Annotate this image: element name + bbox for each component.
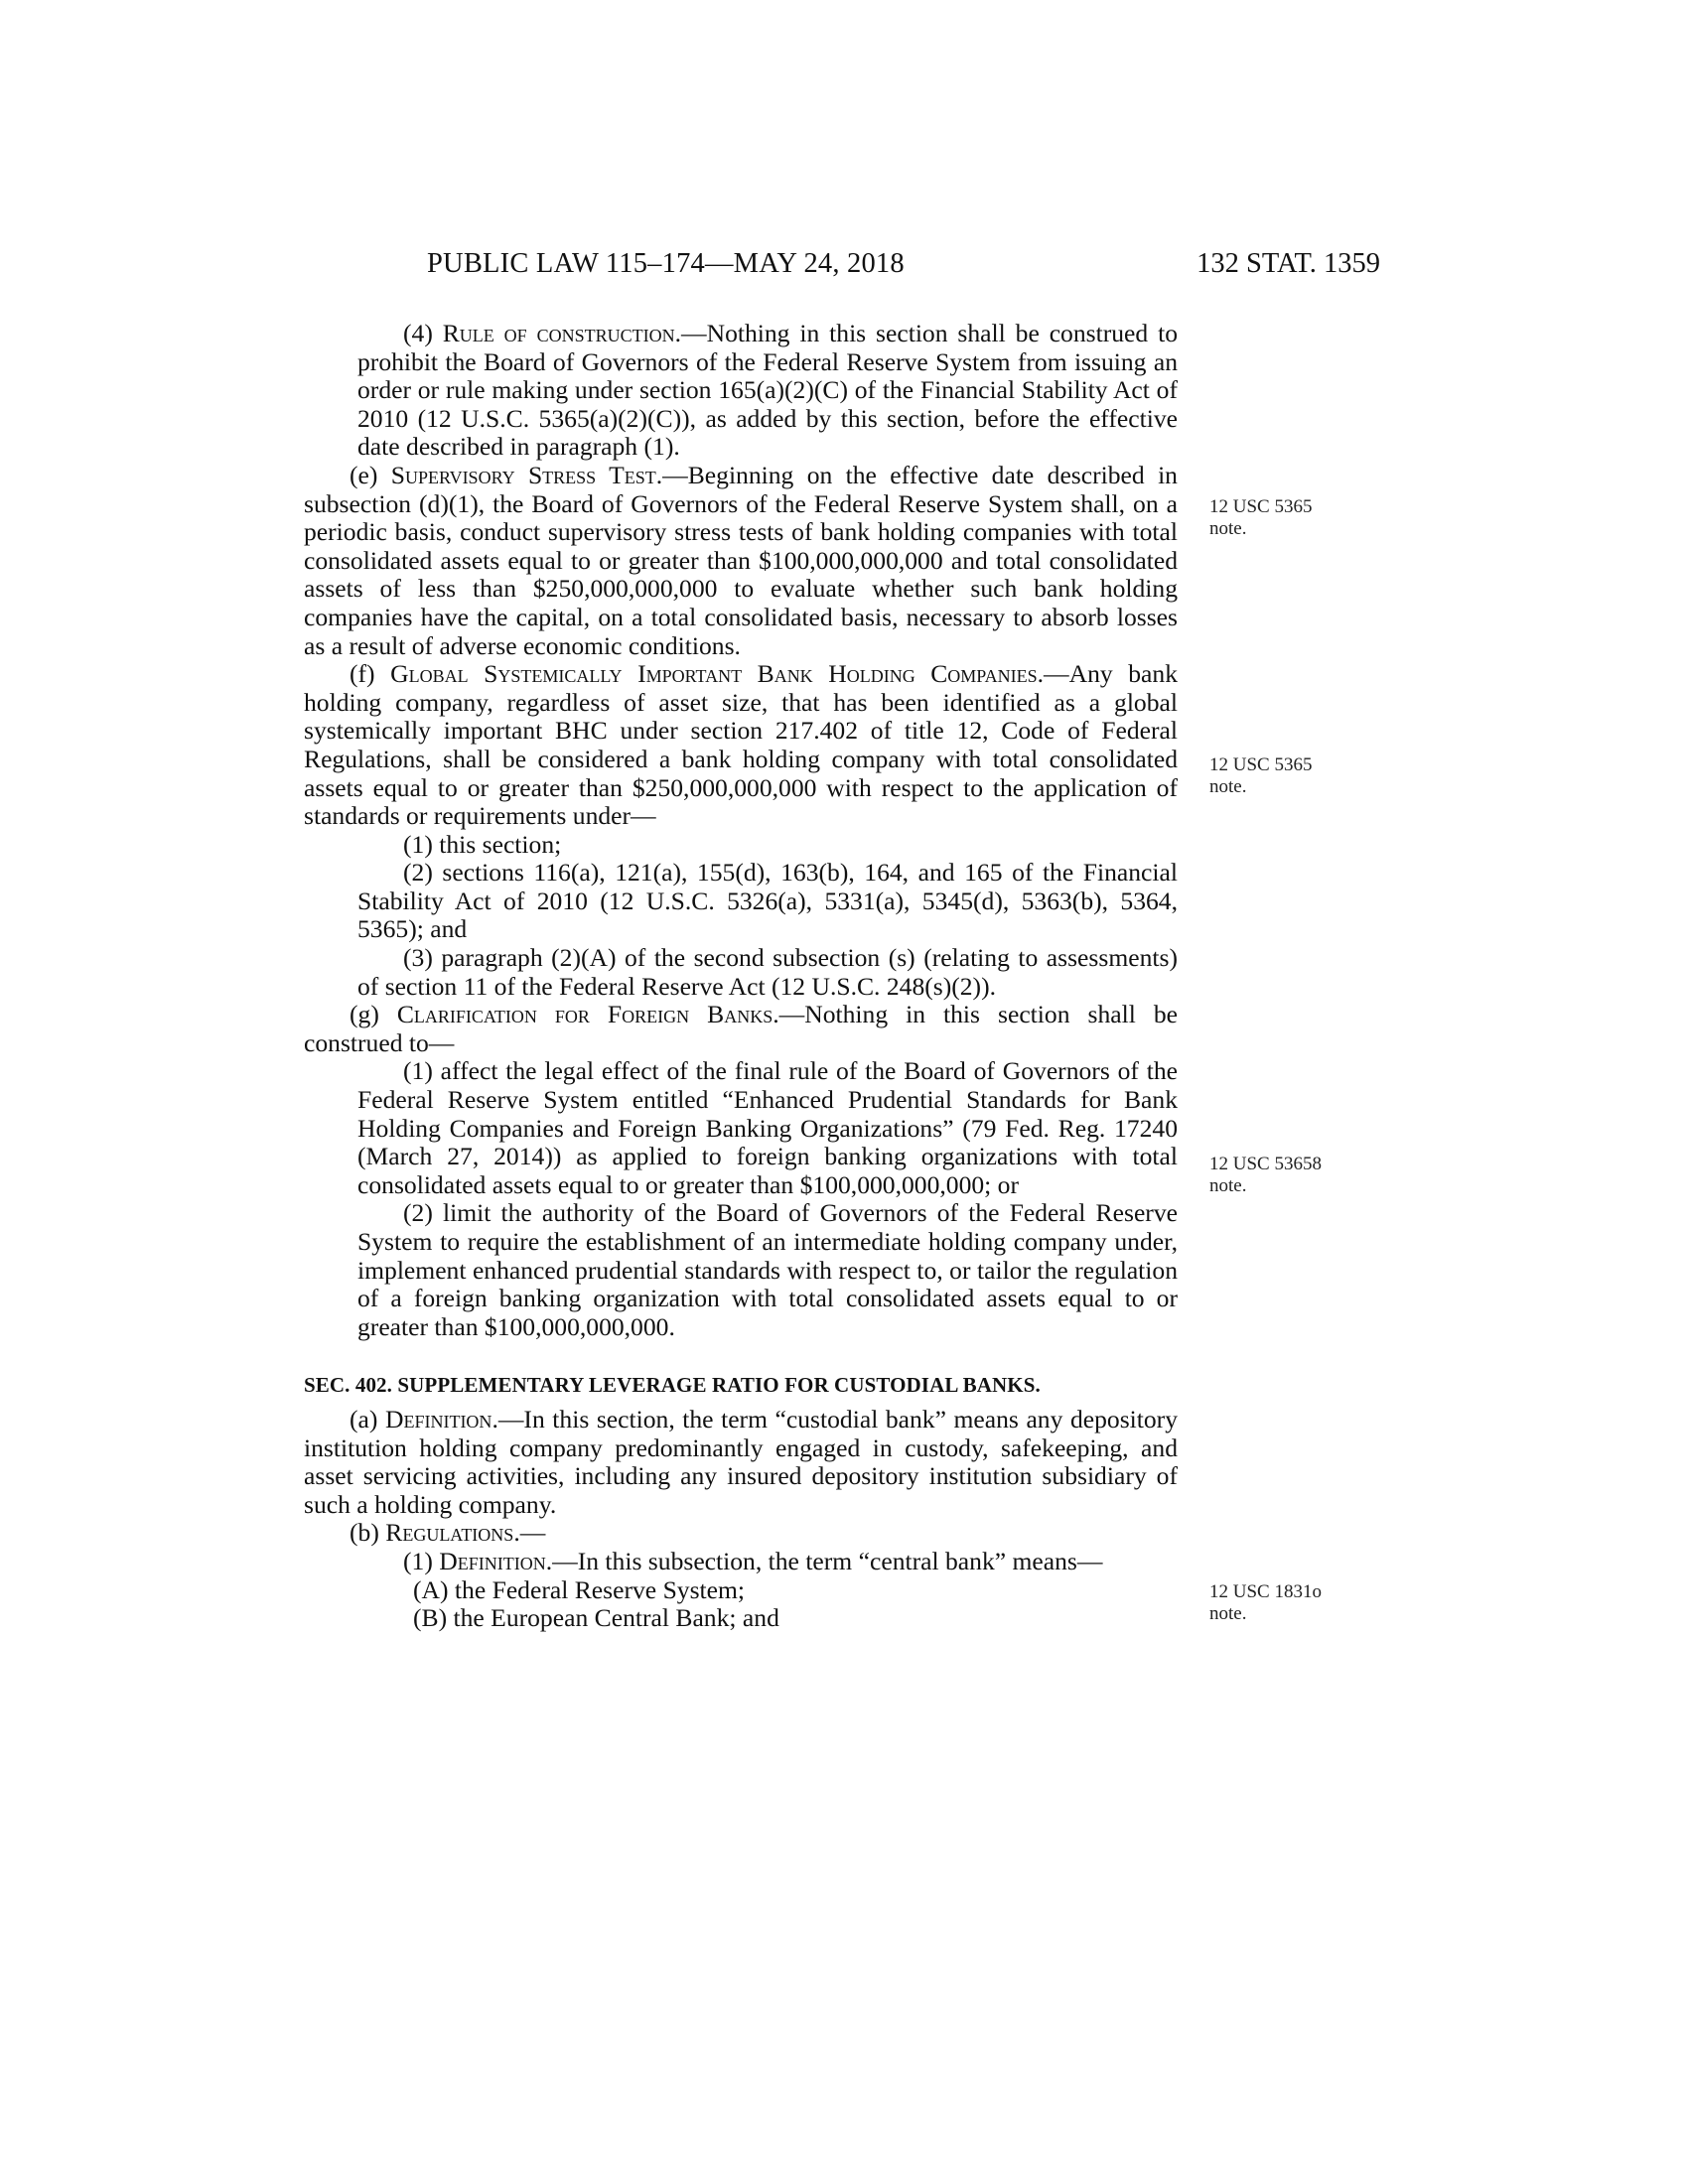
paragraph-g1: (1) affect the legal effect of the final rule of the Board of Governors of the Federal Reserve System entitled “Enhanced Prudential Standards for Bank Holding Companies and Foreign Banking Organizations” (79 Fed. Reg. 17240 (March 27, 2014)) as applied to foreign banking organizations with total consolidated assets equal to or greater than $100,000,000,000; or [357, 1056, 1178, 1199]
margin-note-402: 12 USC 1831o note. [1209, 1581, 1322, 1624]
paragraph-f1: (1) this section; [403, 829, 562, 859]
document-body [304, 320, 1178, 1633]
paragraph-text: .—Nothing in this section shall be construed to prohibit the Board of Governors of the Federal Reserve System from issuing an order or rule making under section 165(a)(2)(C) of the Financial Stability Act of 2010 (12 U.S.C. 5365(a)(2)(C)), as added by this section, before the effective date described in paragraph (1). [357, 319, 1178, 462]
paragraph-text: .—Any bank holding company, regardless of asset size, that has been identified as a global systemically important BHC under section 217.402 of title 12, Code of Federal Regulations, shall be considered a bank holding company with total consolidated assets equal to or greater than $250,000,000,000 with respect to the application of standards or requirements under— [304, 659, 1179, 831]
paragraph-heading: Supervisory Stress Test [390, 460, 656, 489]
paragraph-heading: Rule of construction [442, 319, 675, 347]
paragraph-f3: (3) paragraph (2)(A) of the second subsection (s) (relating to assessments) of section 11 of the Federal Reserve Act (12 U.S.C. 248(s)(2)). [357, 943, 1178, 1001]
paragraph-bA: (A) the Federal Reserve System; [413, 1574, 746, 1604]
paragraph-heading: Regulations [385, 1518, 514, 1548]
paragraph-label: (4) [403, 319, 443, 347]
paragraph-label: (b) [350, 1518, 386, 1548]
section-402-heading: SEC. 402. SUPPLEMENTARY LEVERAGE RATIO FOR CUSTODIAL BANKS. [304, 1373, 1041, 1398]
paragraph-text: .—Beginning on the effective date described in subsection (d)(1), the Board of Governors of the Federal Reserve System shall, on a periodic basis, conduct supervisory stress tests of bank holding companies with total consolidated assets equal to or greater than $100,000,000,000 and total consolidated assets of less than $250,000,000,000 to evaluate whether such bank holding companies have the capital, on a total consolidated basis, necessary to absorb losses as a result of adverse economic conditions. [304, 460, 1178, 660]
paragraph-e [304, 462, 1178, 660]
paragraph-b1 [304, 1548, 1178, 1576]
paragraph-label: (1) [403, 1546, 440, 1575]
page-header [298, 248, 1380, 288]
margin-note-f: 12 USC 5365 note. [1209, 754, 1313, 797]
paragraph-heading: Definition [384, 1404, 492, 1433]
running-head: PUBLIC LAW 115–174—MAY 24, 2018 [427, 248, 905, 279]
paragraph-text: .— [513, 1518, 546, 1548]
paragraph-label: (a) [350, 1404, 385, 1433]
statute-page-reference: 132 STAT. 1359 [1196, 248, 1380, 279]
paragraph-text: .—In this subsection, the term “central bank” means— [545, 1546, 1103, 1575]
paragraph-heading: Global Systemically Important Bank Holding Companies [390, 659, 1038, 689]
margin-note-e: 12 USC 5365 note. [1209, 496, 1313, 539]
paragraph-f [304, 660, 1178, 831]
margin-note-g: 12 USC 53658 note. [1209, 1154, 1322, 1196]
paragraph-a [304, 1406, 1178, 1519]
paragraph-text: .—Nothing in this section shall be construed to— [304, 1000, 1178, 1057]
paragraph-f2: (2) sections 116(a), 121(a), 155(d), 163(b), 164, and 165 of the Financial Stability Act of 2010 (12 U.S.C. 5326(a), 5331(a), 5345(d), 5363(b), 5364, 5365); and [357, 858, 1178, 944]
paragraph-b [304, 1519, 1178, 1548]
paragraph-g [304, 1001, 1178, 1057]
paragraph-d4 [304, 320, 1178, 462]
paragraph-heading: Definition [439, 1546, 546, 1575]
paragraph-label: (f) [350, 659, 391, 689]
paragraph-text: .—In this section, the term “custodial bank” means any depository institution holding company predominantly engaged in custody, safekeeping, and asset servicing activities, including any insured depository institution subsidiary of such a holding company. [304, 1404, 1178, 1519]
paragraph-bB: (B) the European Central Bank; and [413, 1603, 779, 1633]
paragraph-label: (g) [350, 1000, 397, 1029]
paragraph-g2: (2) limit the authority of the Board of Governors of the Federal Reserve System to require the establishment of an intermediate holding company under, implement enhanced prudential standards with respect to, or tailor the regulation of a foreign banking organization with total consolidated assets equal to or greater than $100,000,000,000. [357, 1198, 1178, 1341]
paragraph-heading: Clarification for Foreign Banks [396, 1000, 774, 1029]
paragraph-label: (e) [350, 460, 391, 489]
